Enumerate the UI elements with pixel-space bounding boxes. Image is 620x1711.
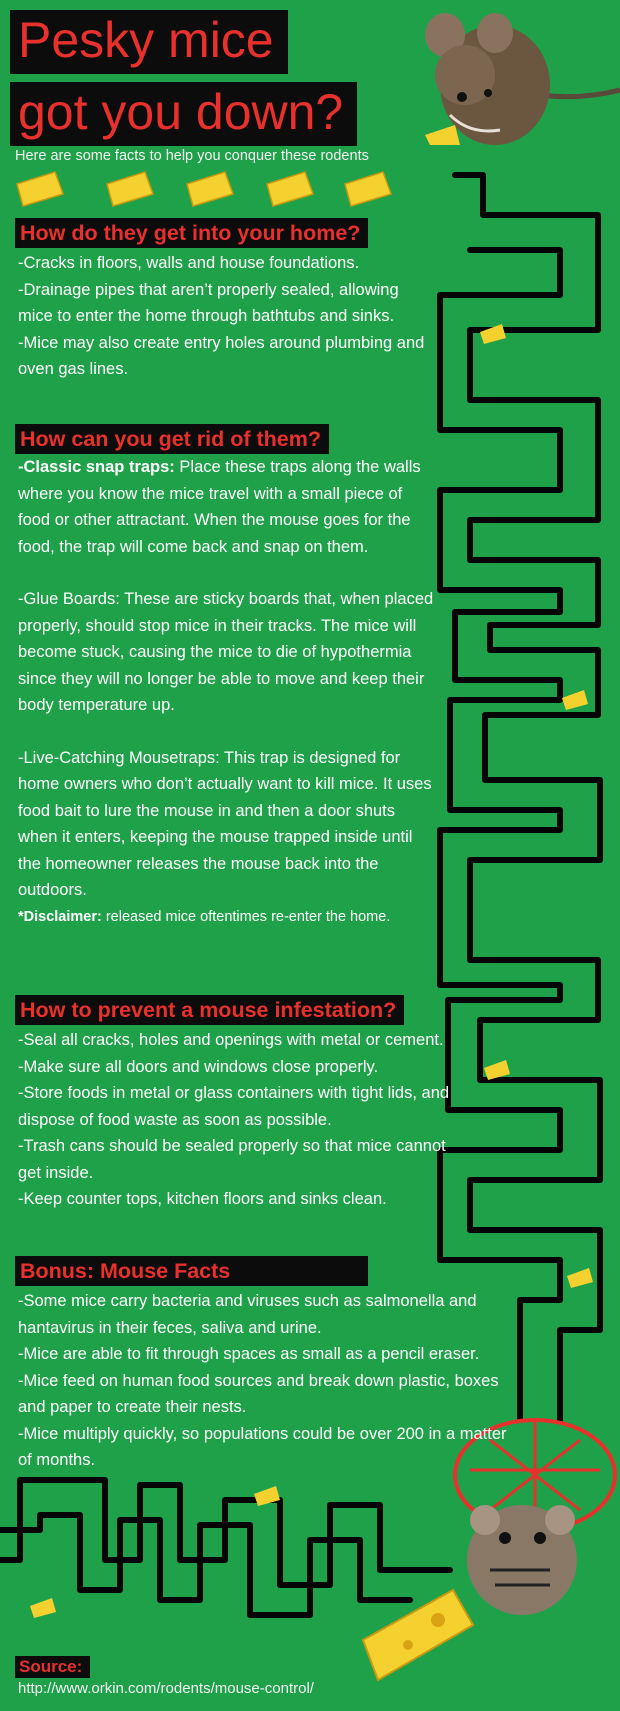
bonus-item: -Mice feed on human food sources and break down plastic, boxes and paper to create their nests. — [18, 1371, 499, 1416]
section-heading-removal: How can you get rid of them? — [15, 424, 329, 454]
cheese-icons-row — [15, 164, 415, 214]
disclaimer — [18, 904, 436, 931]
section-body-bonus — [18, 1288, 508, 1474]
cheese-icon-maze-2 — [560, 688, 590, 712]
entry-item: -Cracks in floors, walls and house foundations. — [18, 254, 360, 272]
glue-board-label: -Glue Boards — [18, 590, 116, 608]
section-heading-prevention: How to prevent a mouse infestation? — [15, 995, 404, 1025]
bonus-item: -Mice are able to fit through spaces as small as a pencil eraser. — [18, 1345, 480, 1363]
cheese-icon-maze-3 — [482, 1058, 512, 1082]
live-trap-label: -Live-Catching Mousetraps: — [18, 748, 220, 767]
live-trap-paragraph — [18, 745, 436, 904]
bonus-item: -Some mice carry bacteria and viruses such as salmonella and hantavirus in their feces, saliva and urine. — [18, 1292, 477, 1337]
section-body-entry — [18, 250, 428, 383]
prevention-item: -Trash cans should be sealed properly so that mice cannot get inside. — [18, 1137, 446, 1182]
page-title-line2: got you down? — [10, 82, 357, 146]
source-link[interactable]: http://www.orkin.com/rodents/mouse-control/ — [18, 1680, 314, 1697]
prevention-item: -Keep counter tops, kitchen floors and sinks clean. — [18, 1190, 387, 1208]
snap-trap-text: Place these traps along the walls where you know the mice travel with a small piece of food or other attractant. When the mouse goes for the food, the trap will come back and snap on them. — [18, 458, 421, 556]
cheese-icon-maze-1 — [478, 322, 508, 346]
section-body-prevention — [18, 1027, 458, 1213]
section-body-removal — [18, 454, 436, 930]
section-heading-entry: How do they get into your home? — [15, 218, 368, 248]
entry-item: -Mice may also create entry holes around plumbing and oven gas lines. — [18, 333, 425, 378]
mouse-illustration-top — [420, 5, 620, 155]
cheese-icon-maze-6 — [28, 1596, 58, 1620]
cheese-wedge-large — [358, 1585, 478, 1685]
source-label: Source: — [15, 1656, 90, 1678]
entry-item: -Drainage pipes that aren’t properly sealed, allowing mice to enter the home through bathtubs and sinks. — [18, 280, 399, 325]
section-heading-bonus: Bonus: Mouse Facts — [15, 1256, 368, 1286]
prevention-item: -Make sure all doors and windows close properly. — [18, 1057, 379, 1076]
glue-board-text: : These are sticky boards that, when placed properly, should stop mice in their tracks. The mice will become stuck, causing the mice to die of hypothermia since they will no longer be able to move and keep their body temperature up. — [18, 590, 434, 714]
bonus-item: -Mice multiply quickly, so populations could be over 200 in a matter of months. — [18, 1424, 507, 1469]
prevention-item: -Store foods in metal or glass containers with tight lids, and dispose of food waste as soon as possible. — [18, 1084, 450, 1129]
page-subtitle: Here are some facts to help you conquer these rodents — [15, 148, 369, 164]
cheese-icon-maze-4 — [565, 1266, 595, 1290]
glue-board-paragraph — [18, 586, 436, 719]
disclaimer-text: released mice oftentimes re-enter the home. — [101, 908, 391, 925]
prevention-item: -Seal all cracks, holes and openings with metal or cement. — [18, 1031, 444, 1049]
page-title-line1: Pesky mice — [10, 10, 288, 74]
live-trap-text: This trap is designed for home owners who don’t actually want to kill mice. It uses food bait to lure the mouse in and then a door shuts when it enters, keeping the mouse trapped inside until the homeowner releases the mouse back into the outdoors. — [18, 748, 432, 899]
cheese-icon-maze-5 — [252, 1484, 282, 1508]
snap-trap-paragraph — [18, 454, 436, 560]
snap-trap-label: -Classic snap traps: — [18, 458, 175, 476]
disclaimer-label: *Disclaimer: — [18, 908, 102, 925]
